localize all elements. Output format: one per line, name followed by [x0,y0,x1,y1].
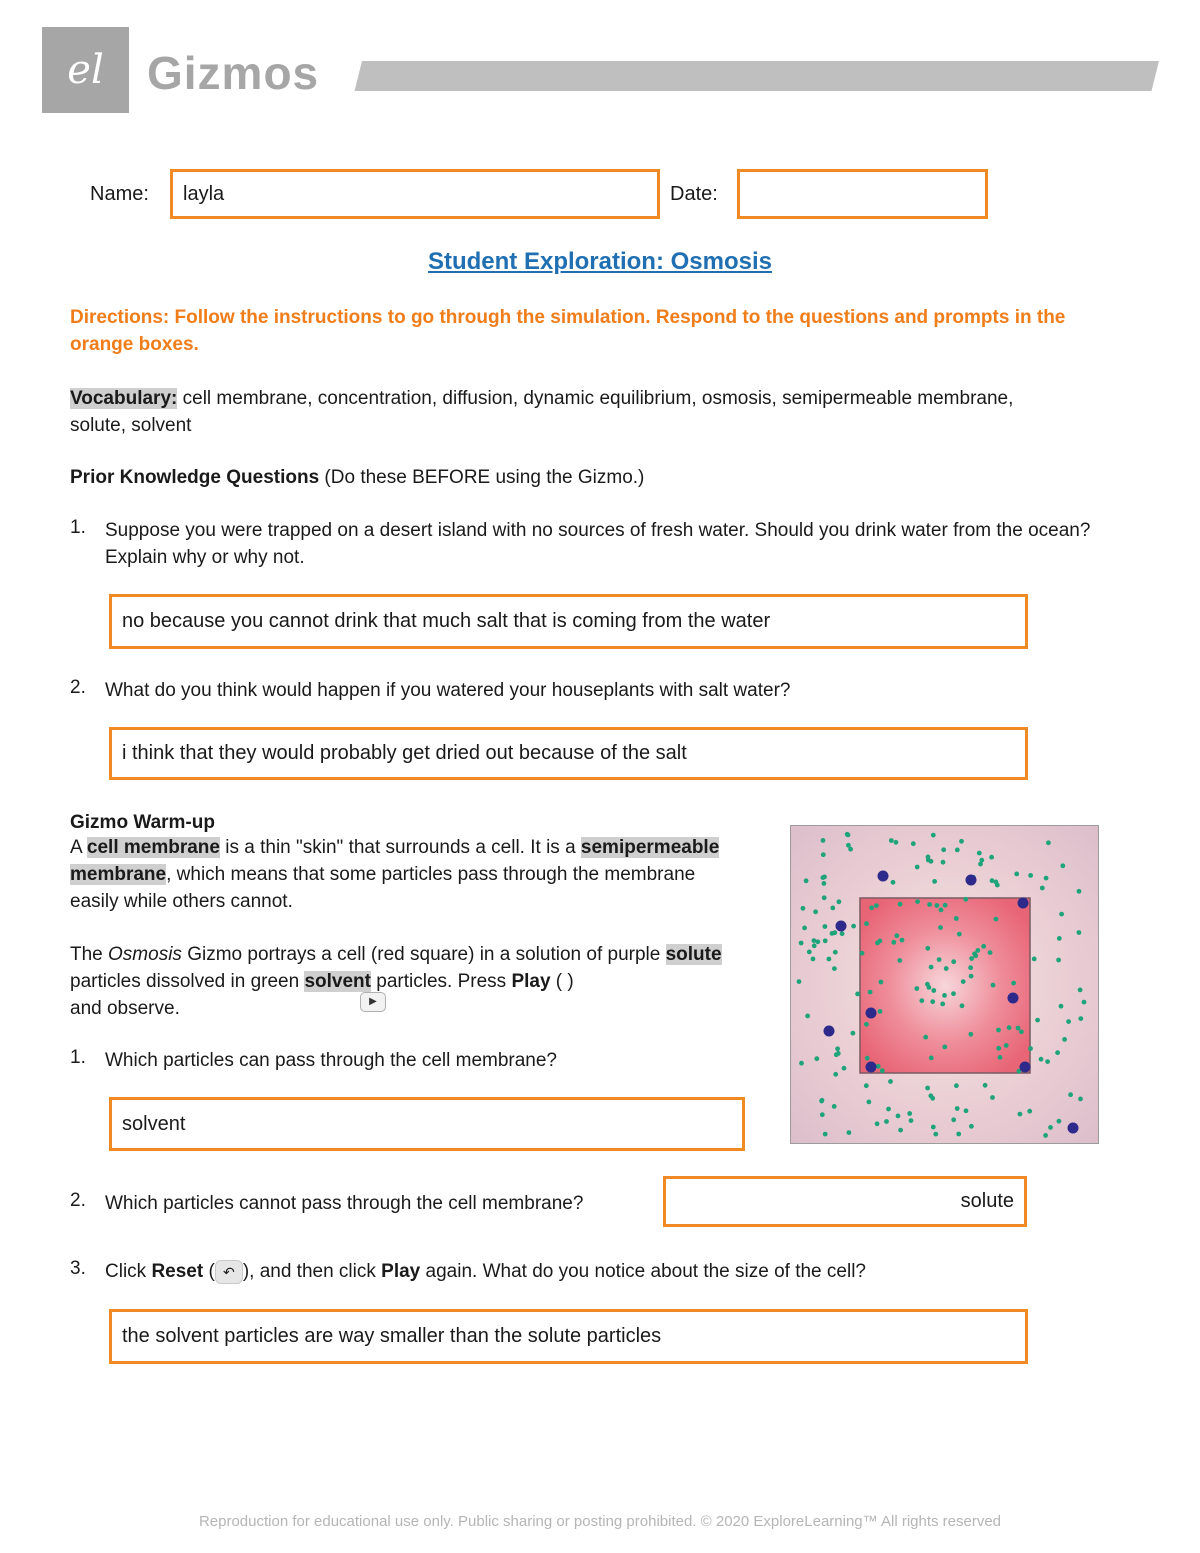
solvent-particle [942,1045,947,1050]
solvent-particle [1077,889,1082,894]
solvent-particle [876,1064,881,1069]
term-solute: solute [665,944,722,965]
solvent-particle [938,925,943,930]
solvent-particle [954,1083,959,1088]
solvent-particle [914,986,919,991]
warmup-answer-3[interactable] [109,1309,1028,1364]
solute-particle [878,871,889,882]
solvent-particle [943,903,948,908]
q3-text-c: ), and then click [242,1261,382,1282]
solvent-particle [1066,1019,1071,1024]
term-cell-membrane: cell membrane [86,837,220,858]
warmup-paragraph-2 [70,941,750,1022]
name-value: layla [183,183,225,205]
solvent-particle [963,897,968,902]
warmup-heading: Gizmo Warm-up [70,812,215,833]
solvent-particle [865,1056,870,1061]
solvent-particle [981,944,986,949]
solvent-particle [995,883,1000,888]
solvent-particle [1068,1092,1073,1097]
solvent-particle [1044,876,1049,881]
osmosis-simulation-image [790,825,1099,1144]
solvent-particle [799,1061,804,1066]
vocabulary [70,385,1070,439]
solvent-particle [1060,863,1065,868]
solvent-particle [955,848,960,853]
p2-text-d: particles. Press [371,971,512,992]
solvent-particle [907,1111,912,1116]
simulation-canvas [791,826,1099,1144]
solute-particle [1020,1062,1031,1073]
solvent-particle [994,917,999,922]
solvent-particle [1004,1043,1009,1048]
solvent-particle [1056,958,1061,963]
solvent-particle [915,865,920,870]
solvent-particle [869,905,874,910]
name-field[interactable] [170,169,660,219]
solvent-particle [898,902,903,907]
solvent-particle [923,1035,928,1040]
solvent-particle [886,1107,891,1112]
solvent-particle [847,1130,852,1135]
solvent-particle [875,1121,880,1126]
warmup-q2-text: Which particles cannot pass through the cell membrane? [105,1193,584,1214]
p2-text-a: The [70,944,109,965]
solvent-particle [998,1055,1003,1060]
p1-text-a: A [70,837,87,858]
solvent-particle [929,965,934,970]
solvent-particle [802,926,807,931]
solvent-particle [842,1066,847,1071]
solvent-particle [1035,1018,1040,1023]
solvent-particle [937,957,942,962]
solvent-particle [830,931,835,936]
solvent-particle [900,938,905,943]
solvent-particle [827,957,832,962]
solvent-particle [931,1125,936,1130]
solvent-particle [944,966,949,971]
solvent-particle [1059,912,1064,917]
solvent-particle [935,903,940,908]
solute-particle [1008,993,1019,1004]
solute-particle [966,875,977,886]
solvent-particle [989,855,994,860]
solvent-particle [919,998,924,1003]
solvent-particle [1057,1119,1062,1124]
solvent-particle [840,931,845,936]
solvent-particle [941,847,946,852]
solvent-particle [1019,1029,1024,1034]
solute-particle [866,1062,877,1073]
q3-text-b: ( [203,1261,215,1282]
date-label: Date: [670,183,718,205]
term-solvent: solvent [304,971,371,992]
solvent-particle [812,938,817,943]
solvent-particle [879,980,884,985]
solvent-particle [1007,1025,1012,1030]
vocabulary-label: Vocabulary: [70,388,178,409]
solvent-particle [860,951,865,956]
solvent-particle [823,938,828,943]
solute-particle [866,1008,877,1019]
solvent-particle [1048,1125,1053,1130]
directions: Directions: Follow the instructions to go through the simulation. Respond to the questions and prompts in the orange boxes. [70,307,1066,355]
solvent-particle [864,1022,869,1027]
prior-answer-2[interactable] [109,727,1028,780]
solvent-particle [1078,1097,1083,1102]
solvent-particle [926,858,931,863]
solvent-particle [836,1051,841,1056]
solvent-particle [933,1132,938,1137]
warmup-answer-3-text: the solvent particles are way smaller than the solute particles [122,1325,662,1347]
solvent-particle [939,908,944,913]
solvent-particle [822,881,827,886]
q3-text-d: again. What do you notice about the size of the cell? [420,1261,866,1282]
solvent-particle [894,840,899,845]
prior-q2-text: What do you think would happen if you watered your houseplants with salt water? [105,680,791,701]
solvent-particle [846,843,851,848]
solvent-particle [799,941,804,946]
solvent-particle [1040,886,1045,891]
solvent-particle [851,924,856,929]
solvent-particle [931,988,936,993]
solute-particle [836,921,847,932]
solvent-particle [1045,1059,1050,1064]
warmup-q1-number: 1. [70,1047,86,1068]
solvent-particle [1018,1112,1023,1117]
solvent-particle [951,991,956,996]
p1-text-c: , which means that some particles pass through the membrane easily while others cannot. [70,864,696,912]
solvent-particle [1046,840,1051,845]
solvent-particle [954,916,959,921]
warmup-q1-text: Which particles can pass through the cell membrane? [105,1050,558,1071]
solvent-particle [988,950,993,955]
solvent-particle [1014,872,1019,877]
solute-particle [1068,1123,1079,1134]
q3-text-a: Click [105,1261,152,1282]
solvent-particle [925,1086,930,1091]
term-semipermeable-membrane: semipermeable membrane [70,837,720,885]
solvent-particle [968,1032,973,1037]
solvent-particle [832,966,837,971]
reset-icon: ↶ [215,1260,243,1284]
solvent-particle [1078,1016,1083,1021]
solvent-particle [961,979,966,984]
p2-text-f: and observe. [70,998,180,1019]
solvent-particle [868,990,873,995]
solvent-particle [909,1118,914,1123]
solvent-particle [813,909,818,914]
solvent-particle [891,880,896,885]
solvent-particle [821,838,826,843]
solvent-particle [931,833,936,838]
p2-text-b: Gizmo portrays a cell (red square) in a solution of purple [181,944,666,965]
solvent-particle [940,1002,945,1007]
solvent-particle [955,1106,960,1111]
solvent-particle [835,1046,840,1051]
solvent-particle [968,965,973,970]
solvent-particle [805,1014,810,1019]
solvent-particle [929,1056,934,1061]
solvent-particle [983,1083,988,1088]
solvent-particle [977,851,982,856]
solvent-particle [960,1003,965,1008]
warmup-answer-2-text: solute [960,1190,1014,1212]
prior-answer-1-text: no because you cannot drink that much salt that is coming from the water [122,610,771,632]
solvent-particle [956,1132,961,1137]
solvent-particle [821,875,826,880]
solvent-particle [959,839,964,844]
solvent-particle [897,958,902,963]
solvent-particle [1028,873,1033,878]
solvent-particle [812,943,817,948]
q3-play-word: Play [381,1261,421,1282]
solvent-particle [898,1128,903,1133]
solvent-particle [846,833,851,838]
brand-name: Gizmos [147,47,320,99]
solvent-particle [889,838,894,843]
solvent-particle [1077,930,1082,935]
solvent-particle [990,1095,995,1100]
solvent-particle [1039,1057,1044,1062]
solvent-particle [864,1083,869,1088]
solvent-particle [942,993,947,998]
solvent-particle [894,933,899,938]
prior-knowledge-heading [70,464,1070,491]
prior-heading: Prior Knowledge Questions [70,467,320,488]
solvent-particle [884,1119,889,1124]
solvent-particle [832,1104,837,1109]
vocabulary-text: cell membrane, concentration, diffusion, dynamic equilibrium, osmosis, semipermeable membrane, solute, solvent [70,388,1014,436]
solvent-particle [1011,981,1016,986]
page-title: Student Exploration: Osmosis [427,248,773,275]
solvent-particle [855,992,860,997]
solvent-particle [1028,1046,1033,1051]
solvent-particle [819,1099,824,1104]
solvent-particle [822,895,827,900]
p2-text-e: ( ) [550,971,574,992]
solvent-particle [925,982,930,987]
solvent-particle [951,1117,956,1122]
solvent-particle [1032,957,1037,962]
solvent-particle [807,950,812,955]
solvent-particle [1055,1050,1060,1055]
solvent-particle [978,862,983,867]
solvent-particle [837,899,842,904]
warmup-answer-1[interactable] [109,1097,745,1151]
solvent-particle [896,1114,901,1119]
solvent-particle [864,921,869,926]
solvent-particle [941,860,946,865]
solvent-particle [891,940,896,945]
warmup-answer-1-text: solvent [122,1113,186,1135]
solvent-particle [821,852,826,857]
solvent-particle [957,932,962,937]
solvent-particle [1057,936,1062,941]
solvent-particle [975,948,980,953]
warmup-paragraph-1 [70,834,730,915]
solvent-particle [932,879,937,884]
solvent-particle [833,950,838,955]
solvent-particle [801,906,806,911]
logo-glyph: el [67,47,104,93]
solute-particle [1018,898,1029,909]
header-bar [355,61,1159,91]
solvent-particle [867,1100,872,1105]
solvent-particle [915,899,920,904]
solvent-particle [1078,988,1083,993]
solvent-particle [1062,1037,1067,1042]
solvent-particle [969,1124,974,1129]
solvent-particle [990,878,995,883]
gizmo-name: Osmosis [108,944,182,965]
solvent-particle [1082,1000,1087,1005]
prior-q1-number: 1. [70,517,86,538]
solvent-particle [820,1112,825,1117]
solvent-particle [969,974,974,979]
play-word: Play [511,971,551,992]
p1-text-b: is a thin "skin" that surrounds a cell. It is a [219,837,581,858]
solvent-particle [969,956,974,961]
prior-heading-note: (Do these BEFORE using the Gizmo.) [319,467,645,488]
warmup-answer-2[interactable] [663,1176,1027,1227]
solvent-particle [851,1031,856,1036]
solvent-particle [804,878,809,883]
solvent-particle [880,1068,885,1073]
solvent-particle [951,959,956,964]
solvent-particle [1043,1133,1048,1138]
prior-q2-number: 2. [70,677,86,698]
solvent-particle [996,1028,1001,1033]
solvent-particle [1016,1026,1021,1031]
prior-answer-1[interactable] [109,594,1028,649]
p2-text-c: particles dissolved in green [70,971,305,992]
solute-particle [824,1026,835,1037]
play-icon: ▶ [360,992,386,1012]
solvent-particle [1059,1004,1064,1009]
name-label: Name: [90,183,149,205]
solvent-particle [878,939,883,944]
copyright-footer: Reproduction for educational use only. Public sharing or posting prohibited. © 2020 ExploreLearning™ All rights reserved [198,1513,1002,1530]
solvent-particle [930,999,935,1004]
date-field[interactable] [737,169,988,219]
solvent-particle [814,1056,819,1061]
prior-q1-text: Suppose you were trapped on a desert island with no sources of fresh water. Should you drink water from the ocean? Explain why or why not. [105,520,1091,568]
solvent-particle [797,979,802,984]
solvent-particle [996,1046,1001,1051]
reset-word: Reset [151,1261,204,1282]
solvent-particle [911,841,916,846]
prior-answer-2-text: i think that they would probably get dried out because of the salt [122,742,687,764]
solvent-particle [888,1079,893,1084]
solvent-particle [811,957,816,962]
solvent-particle [830,906,835,911]
solvent-particle [1027,1109,1032,1114]
solvent-particle [878,1009,883,1014]
solvent-particle [823,1132,828,1137]
solvent-particle [964,1108,969,1113]
solvent-particle [991,983,996,988]
solvent-particle [833,1072,838,1077]
solvent-particle [927,902,932,907]
warmup-q3-number: 3. [70,1258,86,1279]
solvent-particle [925,946,930,951]
warmup-q2-number: 2. [70,1190,86,1211]
warmup-q3-text [105,1258,1105,1285]
solvent-particle [874,903,879,908]
explorelearning-logo [42,27,129,113]
solvent-particle [823,924,828,929]
solvent-particle [928,1093,933,1098]
